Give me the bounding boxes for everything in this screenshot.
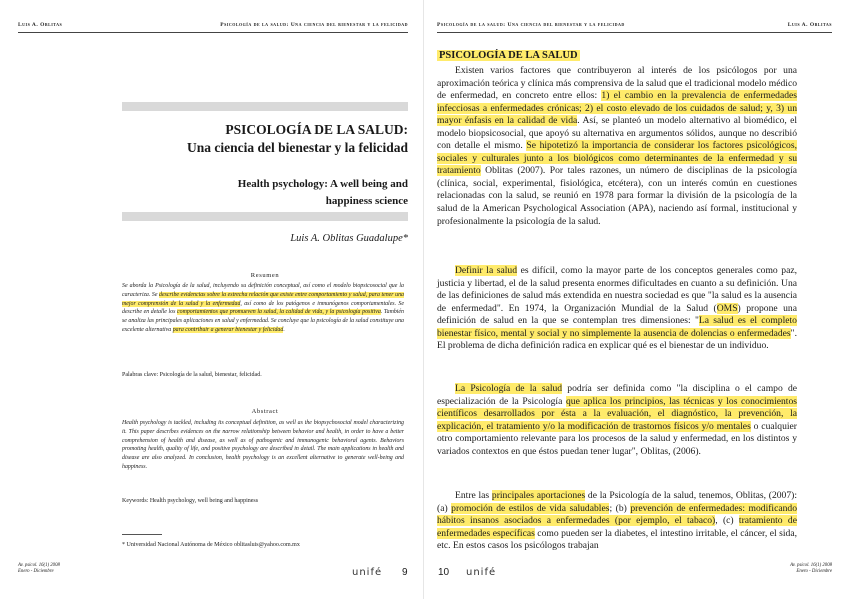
keywords: Keywords: Health psychology, well being and happiness: [122, 498, 259, 504]
highlighted-text: comportamientos que promueven la salud, la calidad de vida, y la psicología positiva: [177, 309, 381, 316]
footnote-rule: [122, 534, 162, 535]
page-number-left: 9: [402, 567, 408, 578]
highlighted-text: que aplica los principios, las técnicas y los conocimientos científicos desarrollados por ésta a la evaluación, el diagnóstico, la prevención, la explicación, el tratamiento y/o la modificación de trastornos físicos y/o mentales: [437, 395, 798, 432]
unife-logo: unifé: [466, 567, 497, 578]
body-text: podría ser definida como "la disciplina o el campo de especialización de la Psicología: [437, 383, 797, 407]
resumen-heading: Resumen: [250, 272, 280, 279]
body-text: Entre las: [455, 490, 492, 501]
palabras-clave: Palabras clave: Psicología de la salud, bienestar, felicidad.: [122, 372, 262, 378]
author-name: Luis A. Oblitas Guadalupe*: [290, 233, 408, 244]
body-paragraph-2: [437, 265, 797, 353]
highlighted-text: Definir la salud: [455, 265, 518, 276]
highlighted-text: 1) el cambio en la prevalencia de enfermedades infecciosas a enfermedades crónicas; 2) el costo elevado de los cuidados de salud; y, 3) un mayor énfasis en la calidad de vida: [437, 90, 797, 127]
body-text: .: [283, 326, 285, 333]
highlighted-text: promoción de estilos de vida saludables: [451, 502, 610, 514]
right-header-title: Psicología de la salud: Una ciencia del bienestar y la felicidad: [437, 22, 625, 28]
left-header-rule: [18, 32, 408, 33]
section-title: PSICOLOGÍA DE LA SALUD: [439, 50, 578, 61]
abstract-heading: Abstract: [251, 408, 279, 415]
body-text: . También se analiza las principales aplicaciones en salud y enfermedad. Se concluye que la psicología de la salud constituye una excelente alternativa: [122, 309, 404, 333]
body-text: ) propone una definición de salud en la que se contemplan tres dimensiones: ": [437, 302, 797, 327]
journal-volume: Av. psicol. 16(1) 2008: [18, 563, 60, 568]
english-title-line2: happiness science: [325, 195, 408, 207]
body-paragraph-3: [437, 383, 797, 458]
article-subtitle: Una ciencia del bienestar y la felicidad: [187, 140, 408, 155]
body-text: es difícil, como la mayor parte de los conceptos generales como paz, justicia y libertad, el de la salud presenta enormes dificultades en cuanto a su definición. Una de las definiciones de salud más extendida en nuestra sociedad es que "la salud es la ausencia de enfermedad". En 1974, la Organización Mundial de la Salud (: [437, 265, 797, 314]
journal-months: Enero - Diciembre: [18, 569, 54, 574]
body-text: o cualquier otro comportamiento relevante para los procesos de la salud y enfermedad, en los distintos y variados contextos en que éstos puedan tener lugar", Oblitas, (2006).: [437, 420, 797, 457]
right-header-rule: [437, 32, 832, 33]
left-header-title: Psicología de la salud: Una ciencia del bienestar y la felicidad: [220, 22, 408, 28]
resumen-text: [122, 282, 404, 335]
body-text: , (c): [715, 515, 739, 527]
body-paragraph-4: [437, 490, 797, 553]
article-title: PSICOLOGÍA DE LA SALUD:: [225, 122, 408, 137]
body-text: Oblitas (2007). Por tales razones, un número de disciplinas de la psicología (clínica, social, experimental, fisiológica, etcétera), con un interés común en cuestiones relacionadas con la salud, se reunió en 1978 para formar la división de la psicología de la salud de la American Psychological Association (APA), naciendo así formal, institucional y profesionalmente la psicología de la salud.: [437, 165, 797, 227]
journal-volume: Av. psicol. 16(1) 2008: [790, 563, 832, 568]
journal-info-left: [18, 563, 60, 575]
journal-months: Enero - Diciembre: [796, 569, 832, 574]
body-text: de la Psicología de la salud, tenemos, Oblitas, (2007): (a): [437, 490, 798, 514]
body-text: . Así, se planteó un modelo alternativo al biomédico, el modelo biopsicosocial, que apoyó su alternativa en argumentos sólidos, aunque no describió con detalle el mismo.: [437, 115, 798, 152]
unife-logo: unifé: [352, 567, 383, 578]
author-footnote: * Universidad Nacional Autónoma de México oblitasluis@yahoo.com.mx: [122, 542, 300, 548]
abstract-text: Health psychology is tackled, including its conceptual definition, as well as the biopsychosocial model characterizing it. This paper describes evidences on the narrow relationship between behavior and health, in order to have a better comprehension of health and disease, as well as of pathogenic and immunogenic behavioral agents. Behaviors promoting health, quality of life, and positive psychology are described in detail. The main applications in health and disease are also analyzed. In conclusion, health psychology is an excellent alternative to generate well-being and happiness.: [122, 420, 404, 470]
highlighted-text: describe evidencias sobre la estrecha relación que existe entre comportamiento y salud, para tener una mejor comprensión de la salud y la enfermedad: [122, 291, 404, 307]
highlighted-text: principales aportaciones: [491, 490, 586, 501]
body-text: Se aborda la Psicología de la salud, incluyendo su definición conceptual, así como el modelo biopsicosocial que la caracteriza. Se: [122, 283, 404, 298]
highlighted-text: para contribuir a generar bienestar y felicidad: [172, 326, 284, 333]
body-text: ; (b): [609, 502, 631, 514]
page-number-right: 10: [438, 567, 450, 578]
body-text: ". El problema de dicha definición radica en explicar qué es el bienestar de un individuo.: [437, 327, 797, 352]
body-text: como pueden ser la diabetes, el intestino irritable, el cáncer, el sida, etc. En estos casos los psicólogos trabajan: [437, 527, 797, 552]
highlighted-text: Se hipotetizó la importancia de considerar los factores psicológicos, sociales y culturales junto a los biológicos como determinantes de la enfermedad y su tratamiento: [437, 140, 797, 177]
body-text: Existen varios factores que contribuyeron al interés de los psicólogos por una aproximación teórica y clínica más comprensiva de la salud que el tradicional modelo médico de enfermedad, en concreto entre ellos:: [437, 65, 797, 102]
highlighted-text: OMS: [716, 302, 738, 314]
highlighted-text: La Psicología de la salud: [455, 383, 563, 394]
highlighted-text: tratamiento de enfermedades específicas: [437, 515, 797, 539]
journal-info-right: [790, 563, 832, 575]
body-text: , así como de los patógenos e inmunógenos comportamentales. Se describe en detalle los: [122, 300, 404, 316]
body-paragraph-1: [437, 65, 797, 228]
highlighted-text: La salud es el completo bienestar físico, mental y social y no simplemente la ausencia de dolencias o enfermedades: [437, 315, 797, 339]
title-bar-top: [122, 102, 408, 111]
title-bar-bottom: [122, 212, 408, 221]
left-header-author: Luis A. Oblitas: [18, 22, 63, 28]
english-title-line1: Health psychology: A well being and: [237, 178, 408, 190]
right-header-author: Luis A. Oblitas: [787, 22, 832, 28]
highlighted-text: prevención de enfermedades: modificando hábitos insanos asociados a enfermedades (por ejemplo, el tabaco): [437, 502, 797, 527]
